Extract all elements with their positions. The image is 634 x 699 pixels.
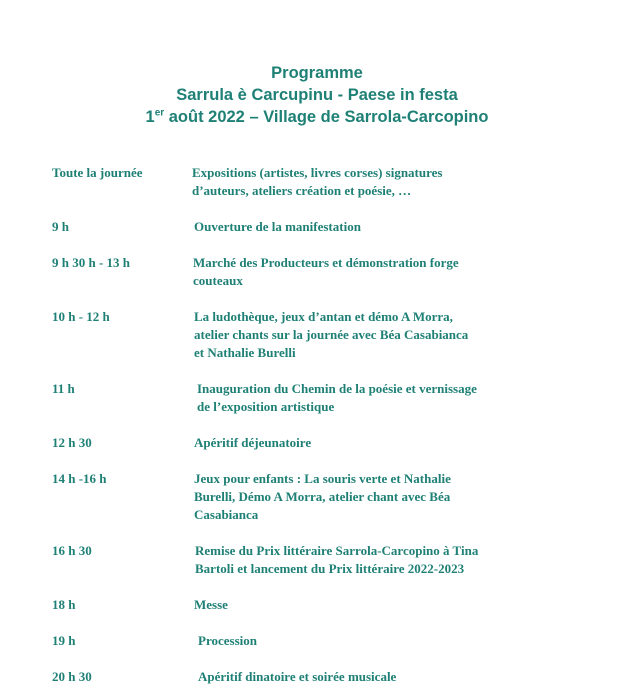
schedule-time: 16 h 30 (52, 543, 92, 558)
event-date-rest: août 2022 – Village de Sarrola-Carcopino (164, 108, 489, 126)
schedule-activity: Expositions (artistes, livres corses) signatures d’auteurs, ateliers création et poésie, … (192, 165, 443, 198)
schedule-time: 18 h (52, 597, 76, 612)
page-title: Programme (271, 64, 363, 82)
programme-header (0, 62, 634, 128)
schedule-activity: Ouverture de la manifestation (194, 219, 361, 234)
schedule-activity: Inauguration du Chemin de la poésie et vernissage de l’exposition artistique (197, 381, 477, 414)
schedule-time: 12 h 30 (52, 435, 92, 450)
schedule-activity: Remise du Prix littéraire Sarrola-Carcopino à Tina Bartoli et lancement du Prix littéraire 2022-2023 (195, 543, 479, 576)
schedule-time: 9 h (52, 219, 69, 234)
event-name: Sarrula è Carcupinu - Paese in festa (176, 86, 458, 104)
schedule-time: 20 h 30 (52, 669, 92, 684)
schedule-activity: Marché des Producteurs et démonstration forge couteaux (193, 255, 459, 288)
schedule-time: 19 h (52, 633, 76, 648)
event-date (0, 106, 634, 128)
schedule-time: 11 h (52, 381, 75, 396)
schedule-activity: Apéritif dinatoire et soirée musicale (198, 669, 397, 684)
schedule-time: Toute la journée (52, 165, 143, 180)
schedule-activity: Apéritif déjeunatoire (194, 435, 312, 450)
schedule-activity: Messe (194, 597, 228, 612)
schedule-activity: Jeux pour enfants : La souris verte et Nathalie Burelli, Démo A Morra, atelier chant avec Béa Casabianca (194, 471, 451, 522)
schedule-time: 9 h 30 h - 13 h (52, 255, 131, 270)
event-date-day: 1 (145, 108, 155, 126)
event-date-ordinal: er (154, 107, 165, 119)
schedule-time: 14 h -16 h (52, 471, 107, 486)
schedule-activity: La ludothèque, jeux d’antan et démo A Morra, atelier chants sur la journée avec Béa Casabianca et Nathalie Burelli (194, 309, 469, 360)
schedule-activity: Procession (198, 633, 257, 648)
schedule-time: 10 h - 12 h (52, 309, 110, 324)
